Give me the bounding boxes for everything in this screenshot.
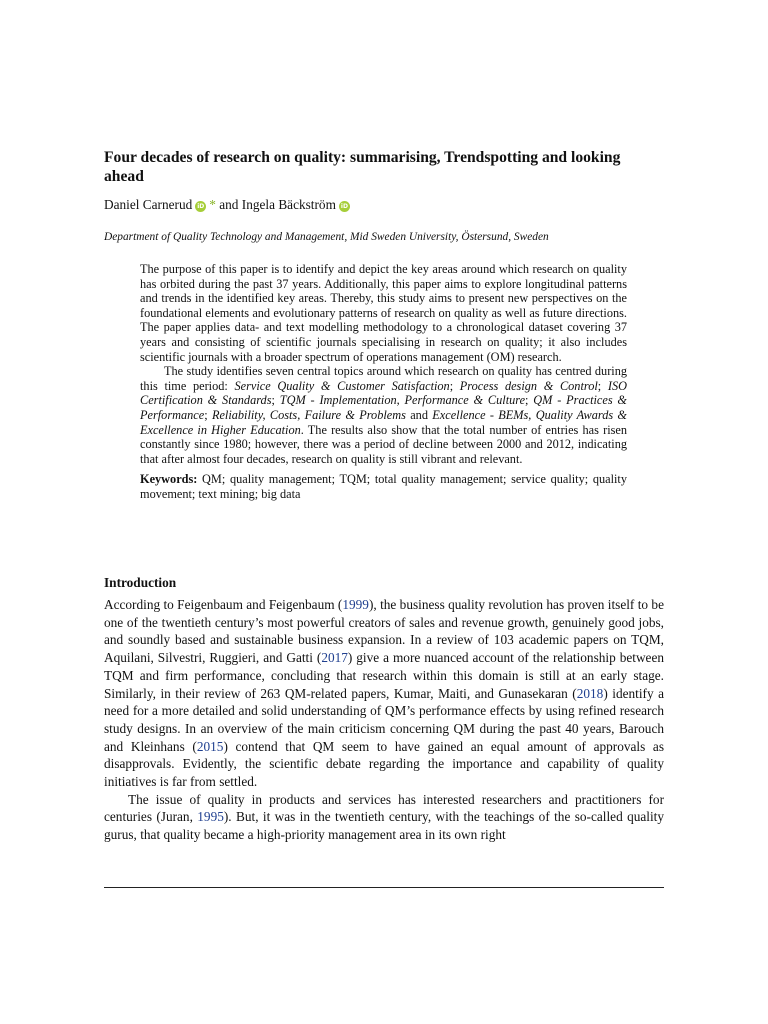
body-text: According to Feigenbaum and Feigenbaum ( — [104, 597, 343, 612]
body-text: ). But, it was in the twentieth century, with the teachings of the so-called quality gurus, that quality became a high-priority management area in its own right — [104, 809, 665, 843]
abstract-text: . The results also show that the total number of entries has risen constantly since 1980; however, there was a period of decline between 2000 and 2012, indicating that after almost four decades, research on quality is still vibrant and relevant. — [140, 422, 627, 466]
topic-1: Service Quality & Customer Satisfaction — [234, 378, 450, 393]
keywords-list: QM; quality management; TQM; total quality management; service quality; quality movement; text mining; big data — [140, 472, 627, 501]
citation-link[interactable]: 2015 — [196, 738, 224, 754]
topic-4: TQM - Implementation, Performance & Culture — [279, 393, 526, 408]
page-divider — [104, 887, 664, 888]
topic-7: Excellence - BEMs, Quality Awards & Excellence in Higher Education — [140, 407, 628, 437]
citation-link[interactable]: 2017 — [321, 650, 348, 666]
body-paragraph-1 — [104, 596, 664, 791]
citation-link[interactable]: 1995 — [197, 809, 224, 825]
abstract-paragraph-2 — [140, 364, 627, 466]
citation-link[interactable]: 1999 — [342, 597, 369, 612]
orcid-icon[interactable]: iD — [197, 203, 205, 210]
author-name-2: Ingela Bäckström — [241, 197, 336, 212]
introduction-body — [104, 596, 664, 844]
topic-2: Process design & Control — [459, 378, 598, 393]
abstract-paragraph-1: The purpose of this paper is to identify and depict the key areas around which research on quality has orbited during the past 37 years. Additionally, this paper aims to explore longitudinal patterns and trends in the identified key areas. Thereby, this study aims to present new perspectives on the foundational elements and evolutionary patterns of research on quality as well as future directions. The paper applies data- and text modelling methodology to a chronological dataset covering 37 years and consisting of scientific journals specialising in research on quality; it also includes scientific journals with a broader spectrum of operations management (OM) research. — [140, 262, 627, 364]
body-text: The issue of quality in products and services has interested researchers and practitioners for centuries (Juran, — [104, 791, 664, 825]
paper-title: Four decades of research on quality: summarising, Trendspotting and looking ahead — [104, 149, 621, 185]
body-text: ) give a more nuanced account of the relationship between TQM and firm performance, concluding that research within this domain is still at an early stage. Similarly, in their review of 263 QM-related papers, Kumar, Maiti, and Gunasekaran ( — [104, 650, 664, 701]
topic-6: Reliability, Costs, Failure & Problems — [211, 407, 406, 422]
section-heading-introduction: Introduction — [104, 575, 177, 590]
separator: ; — [271, 393, 280, 408]
body-text: ) identify a need for a more detailed and solid understanding of QM’s performance effects by using refined research study designs. In an overview of the main criticism concerning QM during the past 40 years, Barouch and Kleinhans ( — [104, 685, 665, 754]
separator: ; — [525, 393, 534, 408]
abstract-text: The study identifies seven central topics around which research on quality has centred during this time period: — [140, 364, 627, 393]
body-text: ), the business quality revolution has proven itself to be one of the twentieth century’s most powerful creators of sales and revenue growth, genuinely good jobs, and soundly based and sustainable business expansion. In a review of 103 academic papers on TQM, Aquilani, Silvestri, Ruggieri, and Gatti ( — [104, 597, 664, 666]
keywords-label: Keywords: — [140, 472, 198, 487]
author-conjunction: and — [219, 197, 239, 212]
separator: ; — [449, 378, 460, 393]
orcid-icon[interactable]: iD — [340, 203, 348, 210]
corresponding-author-mark: * — [209, 197, 216, 212]
topic-3: ISO Certification & Standards — [140, 378, 627, 408]
separator: ; — [204, 407, 212, 422]
conjunction: and — [405, 407, 433, 422]
abstract — [140, 262, 627, 502]
author-line — [104, 196, 353, 213]
author-name-1: Daniel Carnerud — [104, 197, 193, 212]
keywords — [140, 472, 627, 501]
citation-link[interactable]: 2018 — [576, 685, 604, 701]
affiliation: Department of Quality Technology and Management, Mid Sweden University, Östersund, Sweden — [104, 231, 549, 243]
topic-5: QM - Practices & Performance — [140, 393, 627, 422]
separator: ; — [597, 378, 608, 393]
body-paragraph-2 — [104, 791, 664, 844]
body-text: ) contend that QM seem to have gained an equal amount of approvals as disapprovals. Evidently, the scientific debate regarding the importance and capability of quality initiatives is far from settled. — [104, 738, 664, 790]
